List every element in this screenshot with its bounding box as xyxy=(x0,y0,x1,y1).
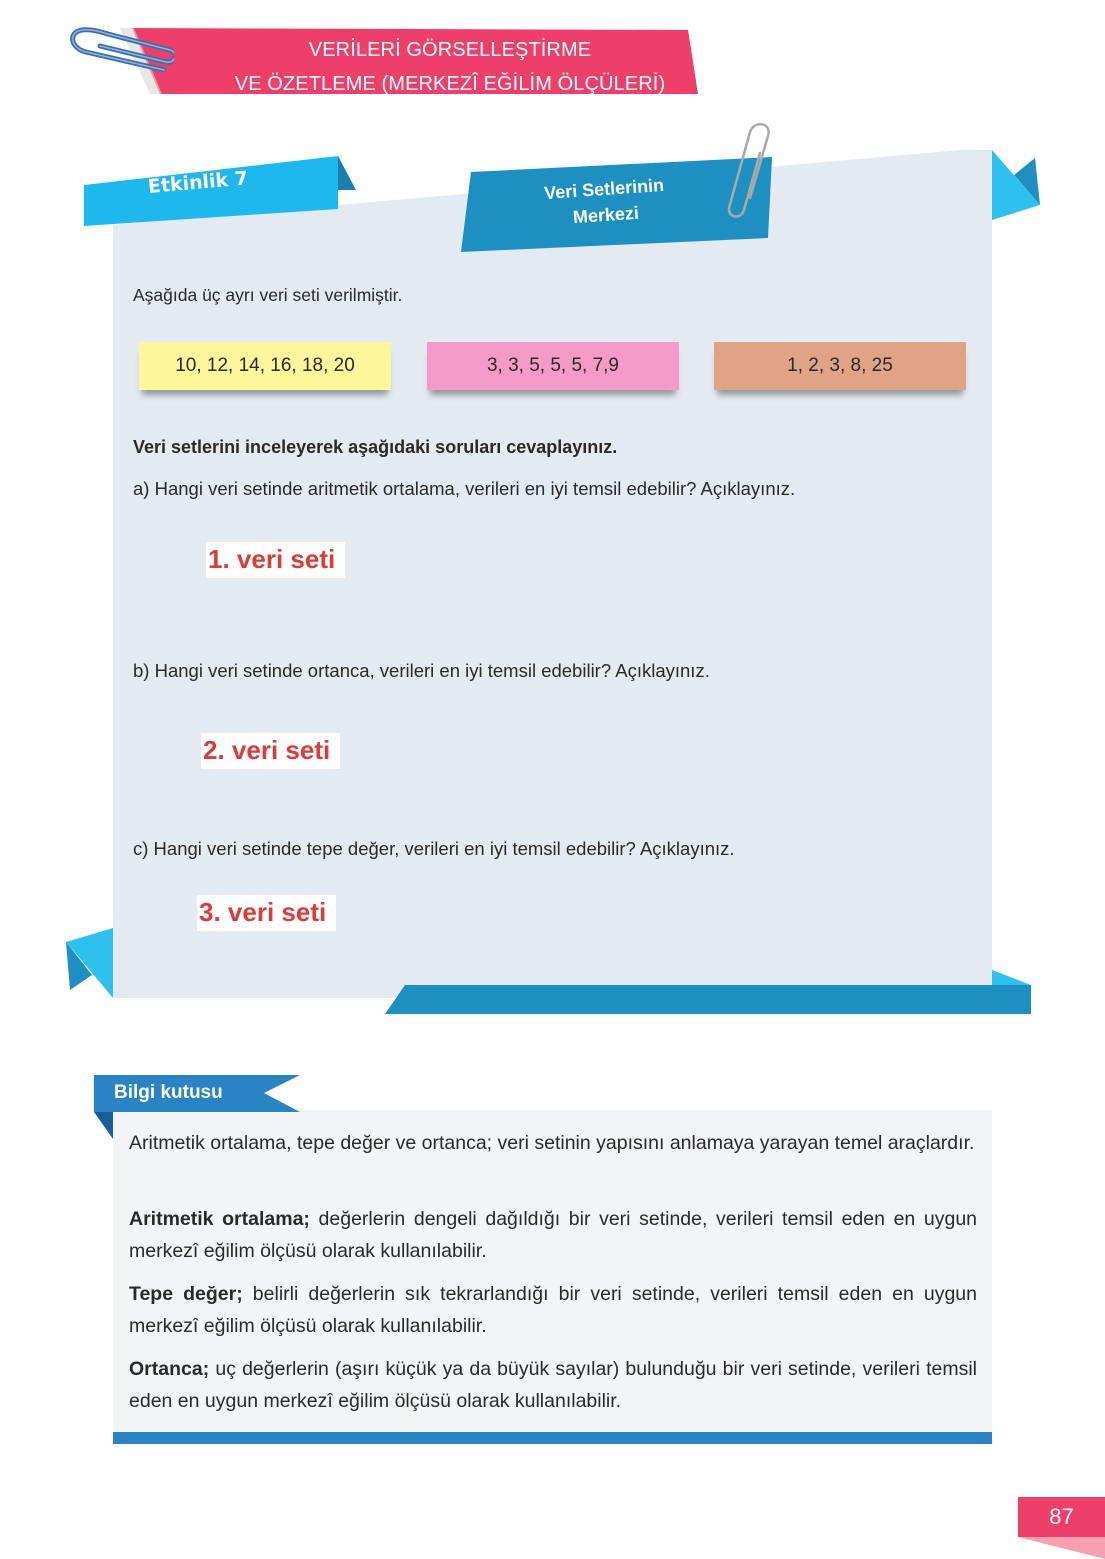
answer-c: 3. veri seti xyxy=(197,895,336,931)
info-term: Tepe değer; xyxy=(129,1283,243,1305)
chapter-title-line2: VE ÖZETLEME (MERKEZÎ EĞİLİM ÖLÇÜLERİ) xyxy=(234,73,666,95)
info-definition: belirli değerlerin sık tekrarlandığı bir veri setinde, verileri temsil eden en uygun merkezî eğilim ölçüsü olarak kullanılabilir. xyxy=(129,1283,977,1337)
page-number: 87 xyxy=(1018,1497,1105,1537)
dataset-card-1: 10, 12, 14, 16, 18, 20 xyxy=(139,342,391,390)
question-c: c) Hangi veri setinde tepe değer, verileri en iyi temsil edebilir? Açıklayınız. xyxy=(133,838,735,859)
activity-number-tag: Etkinlik 7 xyxy=(147,167,249,198)
answer-b: 2. veri seti xyxy=(201,733,340,769)
activity-title-line2: Merkezi xyxy=(572,202,640,228)
dataset-card-3: 1, 2, 3, 8, 25 xyxy=(714,342,966,390)
info-item-mean xyxy=(129,1203,977,1267)
info-box-title: Bilgi kutusu xyxy=(114,1082,223,1103)
intro-text: Aşağıda üç ayrı veri seti verilmiştir. xyxy=(133,285,403,305)
info-definition: uç değerlerin (aşırı küçük ya da büyük sayılar) bulunduğu bir veri setinde, verileri temsil eden en uygun merkezî eğilim ölçüsü olarak kullanılabilir. xyxy=(129,1358,977,1412)
info-term: Aritmetik ortalama; xyxy=(129,1208,310,1230)
chapter-title-line1: VERİLERİ GÖRSELLEŞTİRME xyxy=(308,39,592,61)
page-number-fold xyxy=(1018,1537,1105,1559)
info-box-bottom-bar xyxy=(113,1432,992,1444)
info-item-median xyxy=(129,1353,977,1417)
info-intro: Aritmetik ortalama, tepe değer ve ortanca; veri setinin yapısını anlamaya yarayan temel araçlardır. xyxy=(129,1132,975,1154)
question-b: b) Hangi veri setinde ortanca, verileri en iyi temsil edebilir? Açıklayınız. xyxy=(133,660,710,681)
activity-title-line1: Veri Setlerinin xyxy=(543,174,665,204)
dataset-card-2: 3, 3, 5, 5, 5, 7,9 xyxy=(427,342,679,390)
info-term: Ortanca; xyxy=(129,1358,210,1380)
instruction-text: Veri setlerini inceleyerek aşağıdaki soruları cevaplayınız. xyxy=(133,437,618,457)
paperclip-icon xyxy=(720,118,780,222)
question-a: a) Hangi veri setinde aritmetik ortalama, verileri en iyi temsil edebilir? Açıklayınız. xyxy=(133,478,796,499)
info-item-mode xyxy=(129,1278,977,1342)
answer-a: 1. veri seti xyxy=(206,542,345,578)
info-definition: değerlerin dengeli dağıldığı bir veri setinde, verileri temsil eden en uygun merkezî eğilim ölçüsü olarak kullanılabilir. xyxy=(129,1208,978,1262)
